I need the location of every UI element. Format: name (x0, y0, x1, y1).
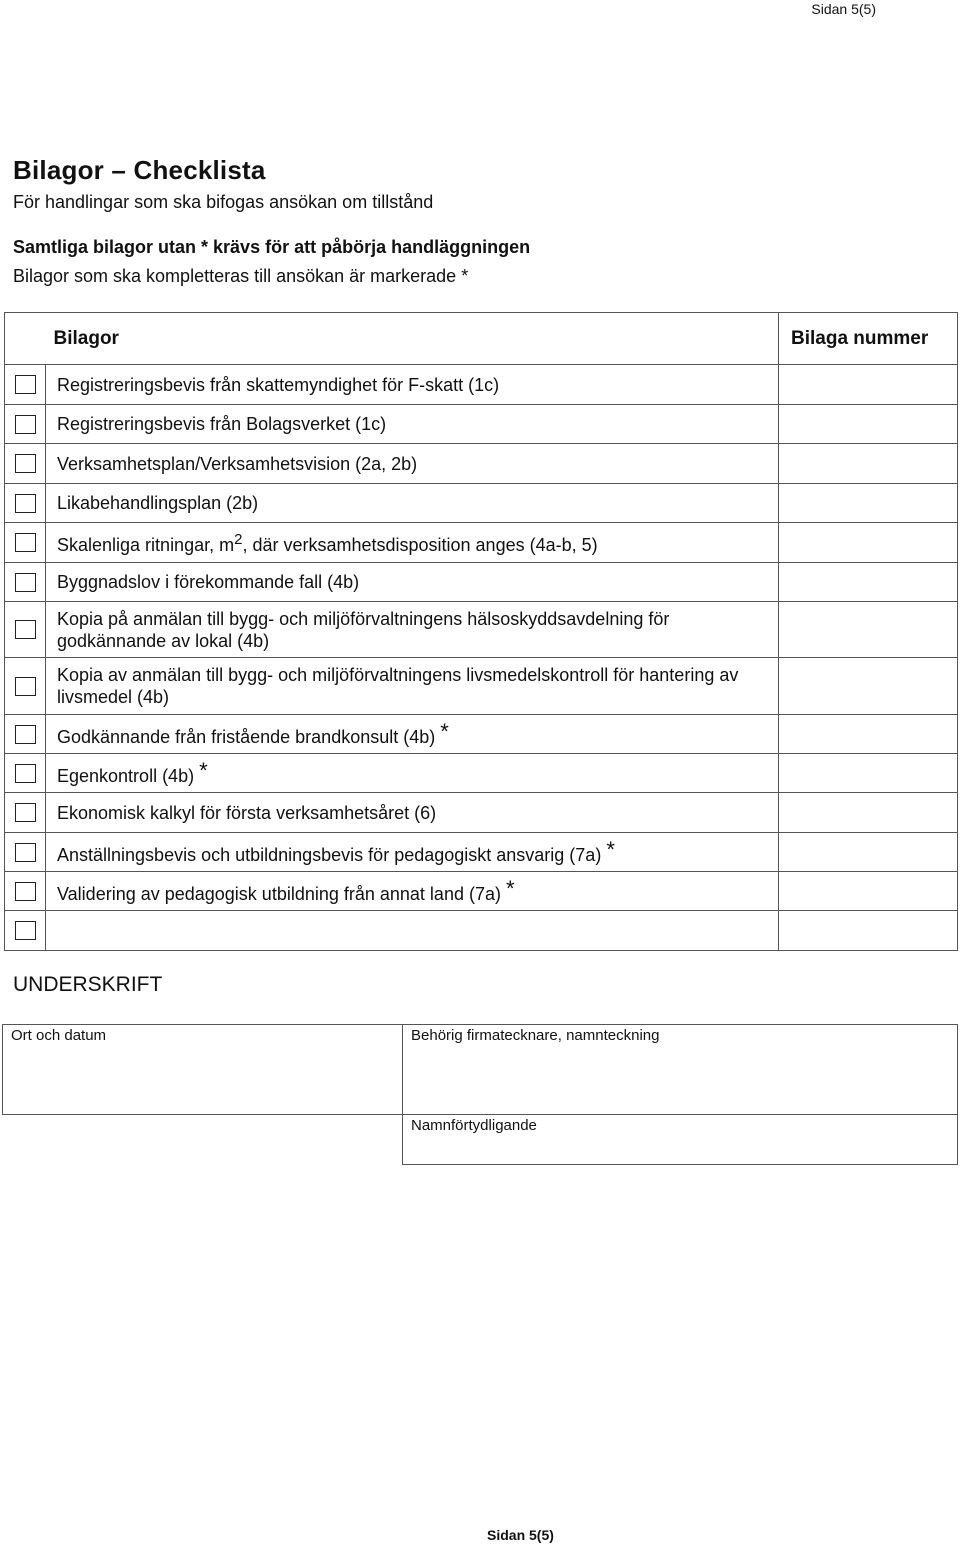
page-title: Bilagor – Checklista (13, 155, 266, 185)
attachment-number-field[interactable] (779, 754, 958, 793)
checkbox-cell (5, 833, 46, 872)
checklist-row (5, 405, 958, 444)
checkbox-cell (5, 484, 46, 523)
item-checkbox[interactable] (15, 454, 36, 473)
attachment-number-field[interactable] (779, 444, 958, 484)
checkbox-cell (5, 602, 46, 658)
item-checkbox[interactable] (15, 533, 36, 552)
checkbox-cell (5, 715, 46, 754)
item-text: Anställningsbevis och utbildningsbevis för pedagogiskt ansvarig (7a) (57, 844, 602, 865)
header-checkbox-column (5, 313, 46, 365)
item-text: Likabehandlingsplan (2b) (57, 493, 259, 513)
checkbox-cell (5, 872, 46, 911)
checkbox-cell (5, 793, 46, 833)
checklist-row (5, 833, 958, 872)
attachment-number-field[interactable] (779, 833, 958, 872)
supplement-marker: * (606, 836, 615, 862)
item-checkbox[interactable] (15, 415, 36, 434)
attachments-checklist-table (4, 312, 958, 951)
checklist-row (5, 563, 958, 602)
checkbox-cell (5, 658, 46, 715)
item-text: Skalenliga ritningar, m (57, 535, 235, 555)
item-text: Verksamhetsplan/Verksamhetsvision (2a, 2b) (57, 453, 418, 474)
checklist-row (5, 754, 958, 793)
item-text: Registreringsbevis från Bolagsverket (1c) (57, 414, 387, 434)
attachment-number-field[interactable] (779, 484, 958, 523)
item-text: Kopia av anmälan till bygg- och miljöförvaltningens livsmedelskontroll för hantering av livsmedel (4b) (57, 665, 739, 707)
name-clarification-label: Namnförtydligande (411, 1117, 537, 1134)
attachment-number-field[interactable] (779, 793, 958, 833)
attachment-number-field[interactable] (779, 872, 958, 911)
item-checkbox[interactable] (15, 620, 36, 639)
checkbox-cell (5, 405, 46, 444)
item-text-continued: , där verksamhetsdisposition anges (4a-b, 5) (242, 535, 598, 555)
page-subtitle: För handlingar som ska bifogas ansökan om tillstånd (13, 192, 434, 212)
signatory-label: Behörig firmatecknare, namnteckning (411, 1027, 660, 1044)
checkbox-cell (5, 444, 46, 484)
checklist-row (5, 484, 958, 523)
item-text: Registreringsbevis från skattemyndighet för F-skatt (1c) (57, 374, 500, 395)
attachment-item (46, 365, 779, 405)
checklist-row (5, 911, 958, 951)
attachment-number-field[interactable] (779, 563, 958, 602)
page-number-bottom: Sidan 5(5) (487, 1527, 554, 1543)
attachment-item (46, 715, 779, 754)
attachment-item (46, 793, 779, 833)
checklist-row (5, 523, 958, 563)
place-date-field[interactable] (2, 1024, 403, 1115)
item-checkbox[interactable] (15, 725, 36, 744)
item-text: Kopia på anmälan till bygg- och miljöförvaltningens hälsoskyddsavdelning för godkännande av lokal (4b) (57, 608, 670, 651)
attachment-item (46, 658, 779, 715)
checkbox-cell (5, 523, 46, 563)
supplement-marker: * (199, 757, 208, 783)
supplement-marker: * (440, 718, 449, 744)
checkbox-cell (5, 563, 46, 602)
item-text: Egenkontroll (4b) (57, 765, 195, 786)
attachment-item (46, 563, 779, 602)
attachment-number-field[interactable] (779, 911, 958, 951)
checklist-row (5, 602, 958, 658)
item-checkbox[interactable] (15, 375, 36, 394)
required-note: Samtliga bilagor utan * krävs för att påbörja handläggningen (13, 237, 531, 257)
item-checkbox[interactable] (15, 843, 36, 862)
supplement-marker: * (506, 875, 515, 901)
item-checkbox[interactable] (15, 882, 36, 901)
item-text: Ekonomisk kalkyl för första verksamhetsåret (6) (57, 802, 437, 823)
checkbox-cell (5, 754, 46, 793)
item-text: Godkännande från fristående brandkonsult (4b) (57, 726, 436, 747)
item-checkbox[interactable] (15, 573, 36, 592)
attachment-item (46, 405, 779, 444)
checklist-row (5, 658, 958, 715)
attachment-item (46, 484, 779, 523)
place-date-label: Ort och datum (11, 1027, 107, 1044)
item-checkbox[interactable] (15, 803, 36, 822)
attachment-item (46, 833, 779, 872)
item-checkbox[interactable] (15, 494, 36, 513)
attachment-number-field[interactable] (779, 715, 958, 754)
item-checkbox[interactable] (15, 764, 36, 783)
item-text: Byggnadslov i förekommande fall (4b) (57, 572, 360, 592)
attachment-number-field[interactable] (779, 365, 958, 405)
attachment-item (46, 872, 779, 911)
name-clarification-field[interactable] (402, 1114, 958, 1165)
item-checkbox[interactable] (15, 677, 36, 696)
checklist-row (5, 365, 958, 405)
supplement-note: Bilagor som ska kompletteras till ansökan är markerade * (13, 266, 469, 286)
header-bilagor: Bilagor (46, 313, 779, 365)
attachment-number-field[interactable] (779, 405, 958, 444)
checklist-row (5, 715, 958, 754)
attachment-number-field[interactable] (779, 523, 958, 563)
checklist-row (5, 872, 958, 911)
checkbox-cell (5, 365, 46, 405)
item-checkbox[interactable] (15, 921, 36, 940)
item-text: Validering av pedagogisk utbildning från annat land (7a) (57, 883, 501, 904)
checklist-row (5, 793, 958, 833)
page-number-top: Sidan 5(5) (811, 1, 876, 17)
attachment-item (46, 911, 779, 951)
attachment-item (46, 602, 779, 658)
signature-heading: UNDERSKRIFT (13, 973, 163, 996)
header-bilaga-nummer: Bilaga nummer (779, 313, 958, 365)
attachment-number-field[interactable] (779, 602, 958, 658)
checklist-row (5, 444, 958, 484)
signatory-signature-field[interactable] (402, 1024, 958, 1115)
item-superscript: 2 (234, 531, 243, 548)
checkbox-cell (5, 911, 46, 951)
attachment-item (46, 523, 779, 563)
attachment-item (46, 754, 779, 793)
attachment-number-field[interactable] (779, 658, 958, 715)
attachment-item (46, 444, 779, 484)
